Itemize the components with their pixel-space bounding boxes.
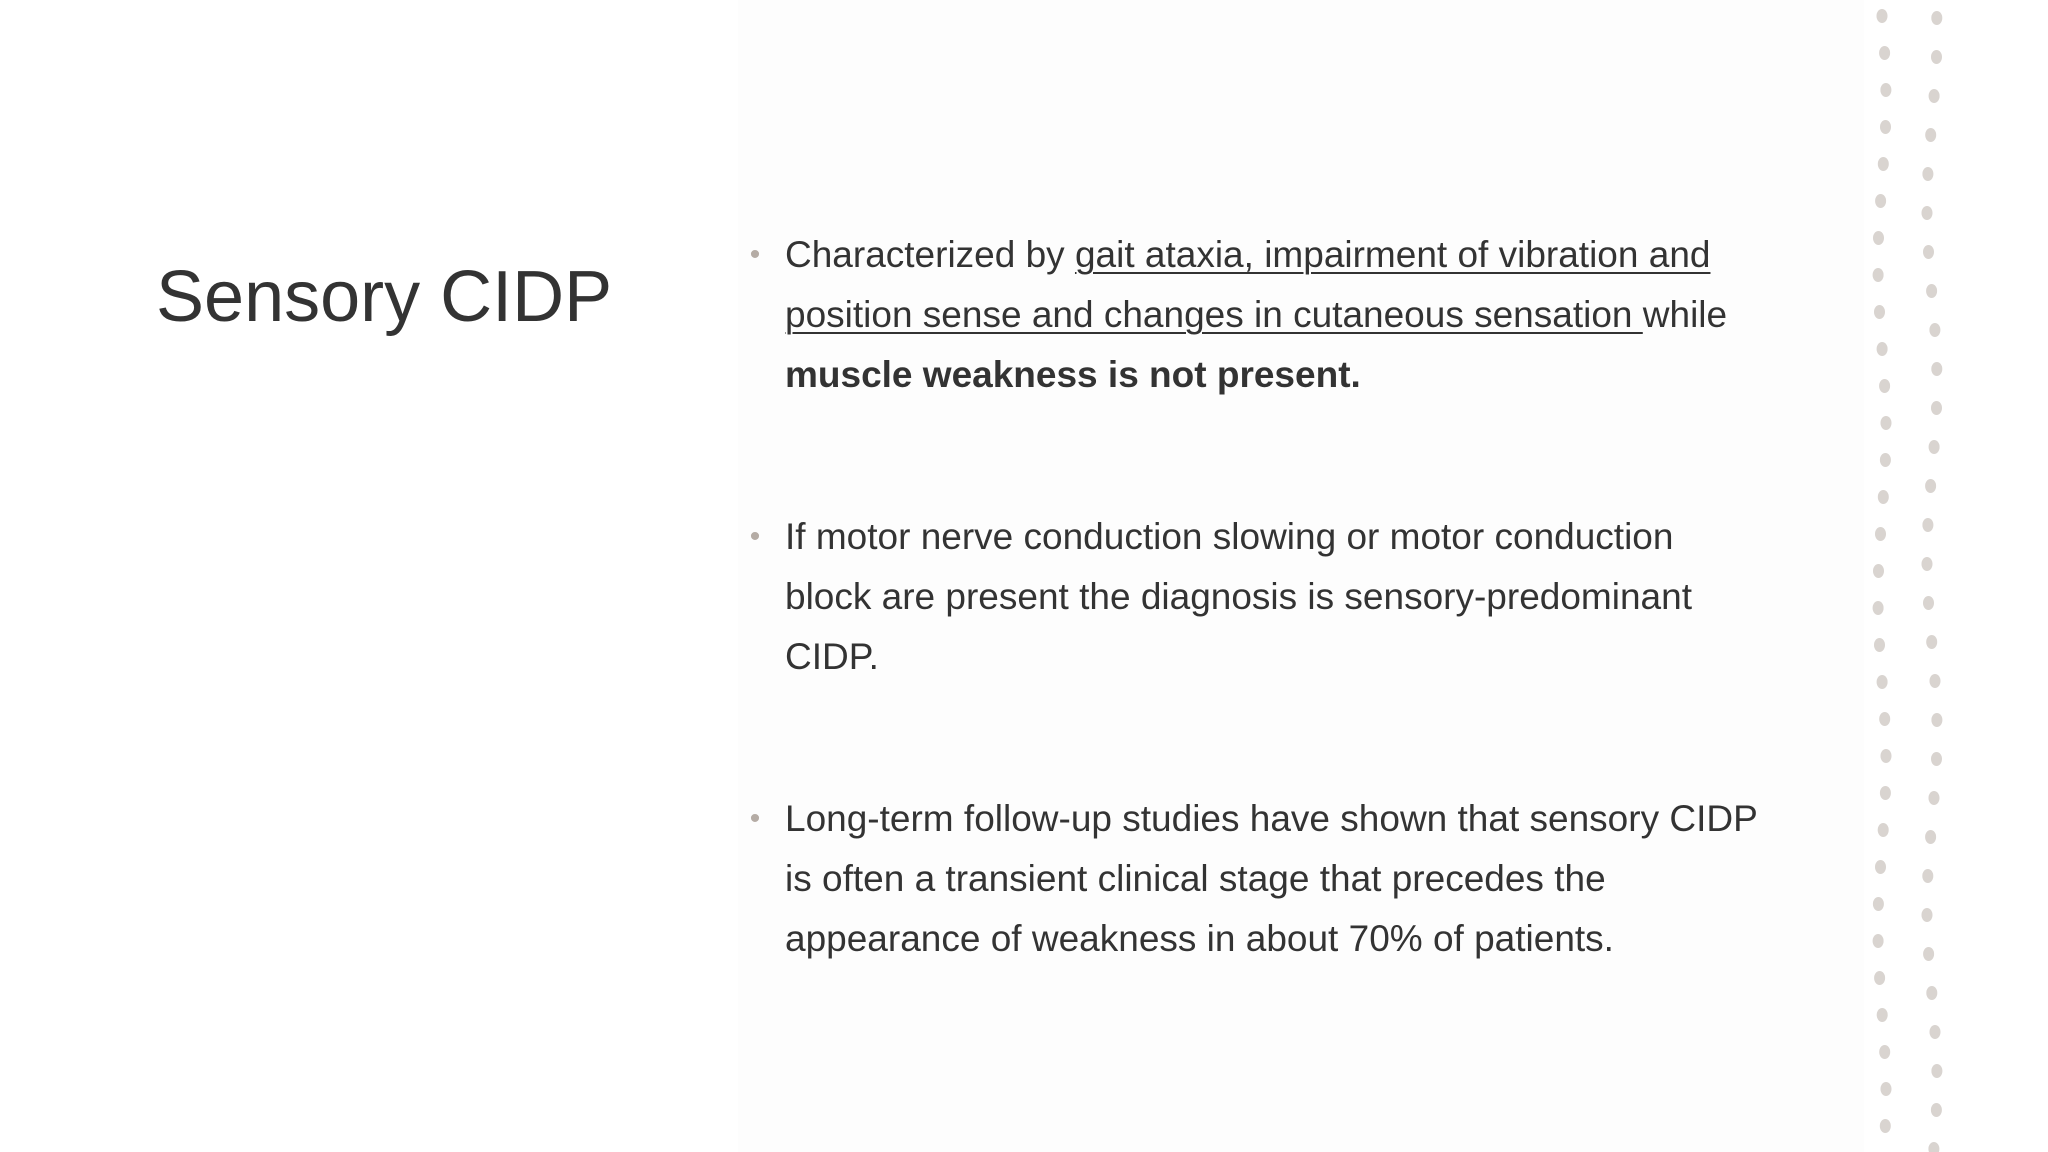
- decor-dot: [1931, 11, 1942, 25]
- decor-dot: [1925, 479, 1936, 493]
- decor-dot: [1931, 1103, 1942, 1117]
- decor-dot: [1930, 674, 1941, 688]
- decor-dot: [1874, 305, 1885, 319]
- bullet-item-3: [745, 789, 1765, 969]
- decor-dot: [1873, 564, 1884, 578]
- decor-dot: [1875, 527, 1886, 541]
- decor-dot: [1873, 601, 1884, 615]
- decor-dot: [1873, 231, 1884, 245]
- bullet-2-text: If motor nerve conduction slowing or motor conduction block are present the diagnosis is sensory-predominant CIDP.: [785, 516, 1692, 677]
- decor-dot: [1879, 1045, 1890, 1059]
- decor-dot: [1929, 323, 1940, 337]
- decor-dot: [1877, 1008, 1888, 1022]
- decor-dot: [1875, 860, 1886, 874]
- decor-dot: [1931, 401, 1942, 415]
- decor-dot: [1879, 712, 1890, 726]
- decor-dot: [1873, 897, 1884, 911]
- decor-dot: [1931, 713, 1942, 727]
- decor-dot: [1880, 1119, 1891, 1133]
- bullet-marker: •: [749, 520, 761, 553]
- decor-dot: [1878, 157, 1889, 171]
- decor-dot: [1923, 596, 1934, 610]
- bullet-item-2: [745, 507, 1765, 687]
- decor-dot: [1928, 1142, 1939, 1152]
- decor-dot: [1930, 1025, 1941, 1039]
- decor-dot: [1881, 416, 1892, 430]
- decor-dot: [1922, 206, 1933, 220]
- decor-dot: [1880, 453, 1891, 467]
- dotted-pattern-decoration: [1860, 0, 1960, 1152]
- decor-dot: [1923, 947, 1934, 961]
- decor-dot: [1881, 749, 1892, 763]
- decor-dot: [1879, 46, 1890, 60]
- decor-dot: [1880, 120, 1891, 134]
- decor-dot: [1925, 830, 1936, 844]
- decor-dot: [1931, 362, 1942, 376]
- bullet-1-bold: muscle weakness is not present.: [785, 354, 1361, 395]
- decor-dot: [1931, 50, 1942, 64]
- bullet-1-lead: Characterized by: [785, 234, 1075, 275]
- decor-dot: [1922, 908, 1933, 922]
- decor-dot: [1874, 638, 1885, 652]
- decor-dot: [1880, 786, 1891, 800]
- bullet-marker: •: [749, 802, 761, 835]
- decor-dot: [1922, 557, 1933, 571]
- decor-dot: [1881, 1082, 1892, 1096]
- decor-dot: [1922, 167, 1933, 181]
- bullet-list: [745, 225, 1765, 969]
- decor-dot: [1926, 284, 1937, 298]
- decor-dot: [1878, 823, 1889, 837]
- decor-dot: [1931, 1064, 1942, 1078]
- bullet-item-1: [745, 225, 1765, 405]
- slide-title: Sensory CIDP: [156, 257, 613, 337]
- decor-dot: [1875, 194, 1886, 208]
- bullet-1-mid: while: [1642, 294, 1728, 335]
- decor-dot: [1926, 635, 1937, 649]
- decor-dot: [1874, 971, 1885, 985]
- decor-dot: [1923, 245, 1934, 259]
- bullet-1-underlined: gait ataxia, impairment of vibration and position sense and changes in cutaneous sensation: [785, 234, 1711, 335]
- decor-dot: [1922, 518, 1933, 532]
- decor-dot: [1873, 268, 1884, 282]
- decor-dot: [1879, 379, 1890, 393]
- decor-dot: [1931, 752, 1942, 766]
- decor-dot: [1925, 128, 1936, 142]
- decor-dot: [1877, 9, 1888, 23]
- decor-dot: [1873, 934, 1884, 948]
- decor-dot: [1877, 342, 1888, 356]
- bullet-marker: •: [749, 238, 761, 271]
- decor-dot: [1929, 791, 1940, 805]
- decor-dot: [1926, 986, 1937, 1000]
- decor-dot: [1929, 440, 1940, 454]
- decor-dot: [1877, 675, 1888, 689]
- decor-dot: [1878, 490, 1889, 504]
- decor-dot: [1922, 869, 1933, 883]
- bullet-3-text: Long-term follow-up studies have shown that sensory CIDP is often a transient clinical stage that precedes the appearance of weakness in about 70% of patients.: [785, 798, 1758, 959]
- decor-dot: [1880, 83, 1891, 97]
- decor-dot: [1929, 89, 1940, 103]
